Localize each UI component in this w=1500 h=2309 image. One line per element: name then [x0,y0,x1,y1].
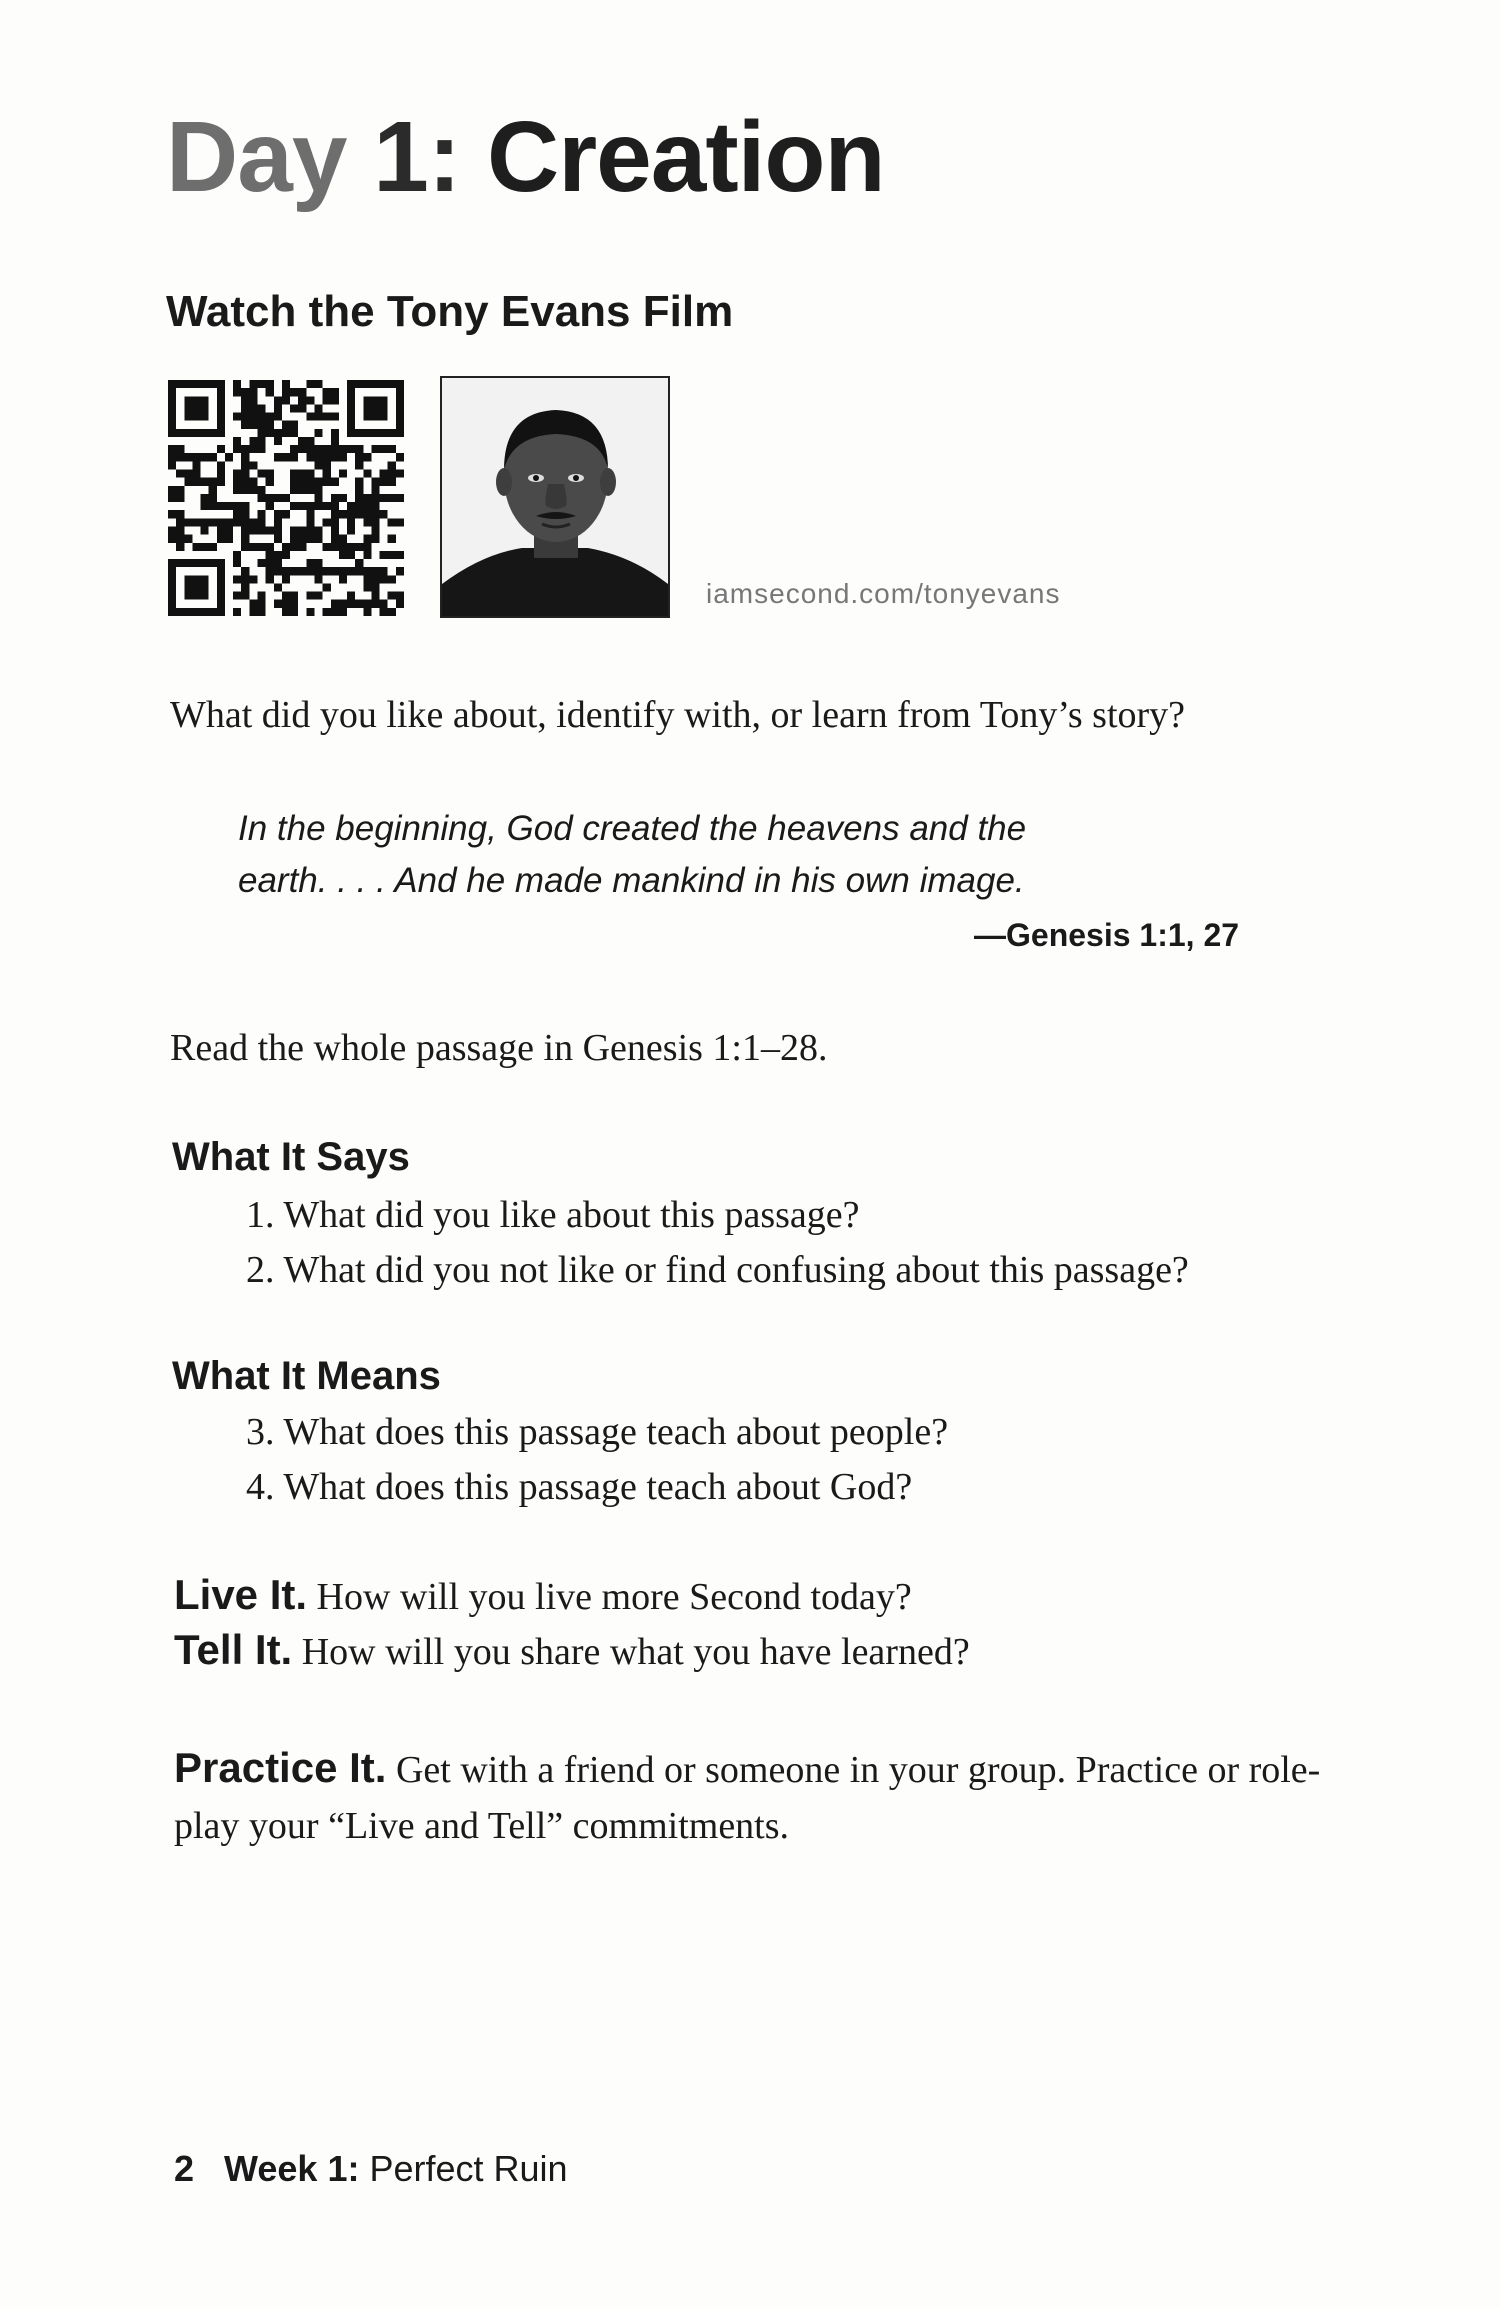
verse-line: earth. . . . And he made mankind in his own image. [238,861,1025,900]
list-item: 4. What does this passage teach about God? [246,1466,913,1508]
list-item: 1. What did you like about this passage? [246,1194,860,1236]
tell-it-label: Tell It. [174,1626,293,1673]
week-label: Week 1: [224,2148,360,2189]
live-it-text: How will you live more Second today? [316,1576,912,1618]
title-number: 1 [373,101,428,213]
read-instruction: Read the whole passage in Genesis 1:1–28. [170,1027,828,1069]
page-footer [174,2148,568,2190]
list-item: 3. What does this passage teach about people? [246,1411,949,1453]
film-heading: Watch the Tony Evans Film [166,287,734,336]
practice-it-paragraph [174,1740,1374,1854]
story-question: What did you like about, identify with, or learn from Tony’s story? [170,694,1186,736]
verse-quote [238,803,1138,907]
qr-code-icon[interactable] [168,380,404,616]
title-subject: Creation [486,101,885,213]
verse-line: In the beginning, God created the heavens and the [238,809,1027,848]
what-it-means-heading: What It Means [172,1354,441,1398]
tell-it-text: How will you share what you have learned? [301,1631,970,1673]
week-title: Perfect Ruin [369,2148,568,2189]
live-it-label: Live It. [174,1571,308,1618]
tell-it-row [174,1626,970,1674]
practice-it-label: Practice It. [174,1744,387,1791]
page-title [166,100,885,215]
verse-reference: —Genesis 1:1, 27 [974,917,1240,953]
title-day: Day [166,101,347,213]
portrait-photo [440,376,670,618]
live-it-row [174,1571,912,1619]
list-item: 2. What did you not like or find confusing about this passage? [246,1249,1189,1291]
film-url-link[interactable]: iamsecond.com/tonyevans [706,578,1061,609]
what-it-says-heading: What It Says [172,1135,410,1179]
page-number: 2 [174,2148,195,2189]
title-separator: : [427,101,461,213]
practice-it-text: Get with a friend or someone in your group. Practice or role-play your “Live and Tell” commitments. [174,1749,1321,1847]
